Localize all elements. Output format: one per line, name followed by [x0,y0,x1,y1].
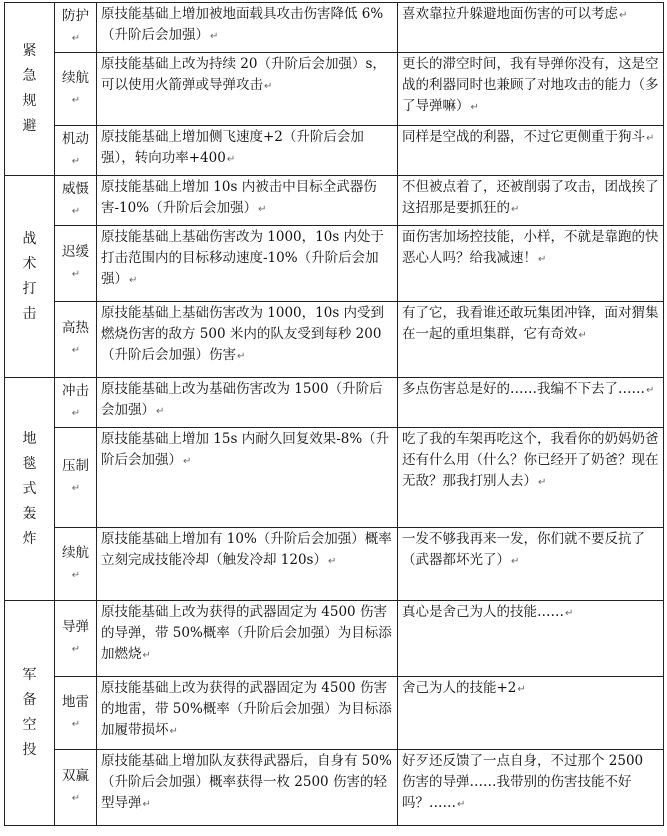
paragraph-mark-icon: ↵ [142,650,151,661]
effect-cell [97,53,398,126]
table-row [5,176,664,226]
paragraph-mark-icon: ↵ [237,351,246,362]
effect-cell [97,3,398,53]
comment-text: 真心是舍己为人的技能…… [402,604,564,620]
paragraph-mark-icon: ↵ [129,275,138,286]
table-row [5,528,664,601]
skill-name-cell [55,302,97,378]
paragraph-mark-icon: ↵ [538,254,547,265]
paragraph-mark-icon: ↵ [264,81,273,92]
table-row [5,226,664,302]
effect-text: 原技能基础上基础伤害改为 1000，10s 内受到燃烧伤害的敌方 500 米内的队友受到每秒 200（升阶后会加强）伤害 [101,305,385,363]
paragraph-mark-icon: ↵ [71,483,81,494]
skill-table-document [4,2,664,826]
paragraph-mark-icon: ↵ [156,406,165,417]
paragraph-mark-icon: ↵ [71,408,81,419]
category-cell [5,378,55,601]
table-row [5,601,664,677]
skill-name: 高热 [62,320,89,336]
table-row [5,378,664,428]
effect-cell [97,378,398,428]
paragraph-mark-icon: ↵ [71,156,81,167]
skill-name-cell [55,528,97,601]
skill-name-cell [55,601,97,677]
comment-text: 同样是空战的利器，不过它更侧重于狗斗 [402,129,645,145]
skill-name: 双赢 [62,768,89,784]
skill-name-cell [55,226,97,302]
comment-cell [398,378,664,428]
comment-cell [398,3,664,53]
table-row [5,126,664,176]
paragraph-mark-icon: ↵ [71,644,81,655]
skill-name: 续航 [62,69,89,86]
skill-name-cell [55,428,97,528]
skill-table-body [5,3,664,826]
effect-cell [97,750,398,826]
skill-name-cell [55,126,97,176]
paragraph-mark-icon: ↵ [258,204,267,215]
paragraph-mark-icon: ↵ [619,10,628,21]
comment-cell [398,750,664,826]
effect-text: 原技能基础上改为基础伤害改为 1500（升阶后会加强） [101,381,383,418]
effect-text: 原技能基础上增加有 10%（升阶后会加强）概率立刻完成技能冷却（触发冷却 120s） [101,531,392,568]
comment-cell [398,226,664,302]
comment-text: 有了它，我看谁还敢玩集团冲锋，面对猬集在一起的重坦集群，它有奇效 [402,305,659,342]
effect-text: 原技能基础上增加侧飞速度+2（升阶后会加强），转向功率+400 [101,129,364,166]
table-row [5,3,664,53]
paragraph-mark-icon: ↵ [470,102,479,113]
category-name: 军备空投 [22,667,37,758]
table-row [5,302,664,378]
skill-name: 地雷 [62,693,89,710]
comment-text: 吃了我的车架再吃这个，我看你的奶妈奶爸还有什么用（什么？你已经开了奶爸？现在无敌？那我打别人去） [402,431,659,489]
effect-cell [97,428,398,528]
effect-cell [97,601,398,677]
comment-cell [398,126,664,176]
category-cell [5,176,55,378]
paragraph-mark-icon: ↵ [578,330,587,341]
comment-text: 舍己为人的技能+2 [402,680,517,696]
skill-name-cell [55,378,97,428]
skill-name: 冲击 [62,383,89,399]
paragraph-mark-icon: ↵ [646,133,655,144]
skill-name: 导弹 [62,619,89,635]
effect-cell [97,126,398,176]
comment-text: 好歹还反馈了一点自身，不过那个 2500 伤害的导弹……我带别的伤害技能不好吗？…… [402,753,644,811]
comment-text: 多点伤害总是好的……我编不下去了…… [402,381,645,397]
skill-name-cell [55,750,97,826]
effect-text: 原技能基础上改为持续 20（升阶后会加强）s，可以使用火箭弹或导弹攻击 [101,56,386,93]
comment-text: 喜欢靠拉升躲避地面伤害的可以考虑 [402,6,618,22]
skill-name-cell [55,53,97,126]
table-row [5,53,664,126]
skill-table [4,2,664,826]
effect-text: 原技能基础上基础伤害改为 1000，10s 内处于打击范围内的目标移动速度-10%（升阶后会加强） [101,229,385,287]
paragraph-mark-icon: ↵ [538,477,547,488]
effect-text: 原技能基础上改为获得的武器固定为 4500 伤害的导弹，带 50%概率（升阶后会加强）为目标添加燃烧 [101,604,392,662]
table-row [5,750,664,826]
paragraph-mark-icon: ↵ [71,793,81,804]
paragraph-mark-icon: ↵ [646,385,655,396]
comment-cell [398,302,664,378]
category-cell [5,601,55,826]
category-name: 战术打击 [22,230,37,322]
skill-name: 威慑 [62,181,89,197]
paragraph-mark-icon: ↵ [457,799,466,810]
effect-text: 原技能基础上增加队友获得武器后，自身有 50%（升阶后会加强）概率获得一枚 2500 伤害的轻型导弹 [101,753,392,811]
skill-name: 机动 [62,131,89,147]
effect-text: 原技能基础上增加 15s 内耐久回复效果-8%（升阶后会加强） [101,431,390,468]
comment-cell [398,677,664,750]
paragraph-mark-icon: ↵ [183,456,192,467]
paragraph-mark-icon: ↵ [71,33,81,44]
table-row [5,428,664,528]
category-name: 地毯式轰炸 [22,430,37,547]
skill-name: 续航 [62,544,89,561]
effect-cell [97,226,398,302]
comment-cell [398,53,664,126]
skill-name-cell [55,3,97,53]
category-name: 紧急规避 [22,43,37,134]
paragraph-mark-icon: ↵ [511,204,520,215]
comment-text: 更长的滞空时间，我有导弹你没有，这是空战的利器同时也兼顾了对地攻击的能力（多了导弹嘛） [402,56,659,114]
paragraph-mark-icon: ↵ [328,556,337,567]
category-cell [5,3,55,176]
paragraph-mark-icon: ↵ [511,556,520,567]
skill-name-cell [55,677,97,750]
skill-name: 压制 [62,458,89,474]
effect-cell [97,176,398,226]
effect-text: 原技能基础上改为获得的武器固定为 4500 伤害的地雷，带 50%概率（升阶后会加强）为目标添加履带损坏 [101,680,392,738]
paragraph-mark-icon: ↵ [71,94,81,106]
table-row [5,677,664,750]
paragraph-mark-icon: ↵ [226,154,236,165]
effect-cell [97,677,398,750]
comment-text: 一发不够我再来一发，你们就不要反抗了（武器都坏光了） [402,531,645,568]
paragraph-mark-icon: ↵ [71,345,81,356]
skill-name: 迟缓 [62,244,89,260]
effect-cell [97,528,398,601]
paragraph-mark-icon: ↵ [71,269,81,280]
paragraph-mark-icon: ↵ [565,608,574,619]
paragraph-mark-icon: ↵ [71,569,81,581]
effect-text: 原技能基础上增加 10s 内被击中目标全武器伤害-10%（升阶后会加强） [101,179,377,216]
skill-name: 防护 [62,8,89,24]
comment-text: 不但被点着了，还被削弱了攻击，团战挨了这招那是要抓狂的 [402,179,659,216]
paragraph-mark-icon: ↵ [210,31,219,42]
paragraph-mark-icon: ↵ [71,206,81,217]
comment-cell [398,528,664,601]
paragraph-mark-icon: ↵ [71,718,81,730]
paragraph-mark-icon: ↵ [142,799,151,810]
paragraph-mark-icon: ↵ [169,726,178,737]
effect-cell [97,302,398,378]
skill-name-cell [55,176,97,226]
paragraph-mark-icon: ↵ [517,684,526,695]
comment-cell [398,176,664,226]
comment-cell [398,428,664,528]
comment-cell [398,601,664,677]
effect-text: 原技能基础上增加被地面载具攻击伤害降低 6%（升阶后会加强） [101,6,384,43]
comment-text: 面伤害加场控技能，小样，不就是靠跑的快恶心人吗？给我减速！ [402,229,659,266]
